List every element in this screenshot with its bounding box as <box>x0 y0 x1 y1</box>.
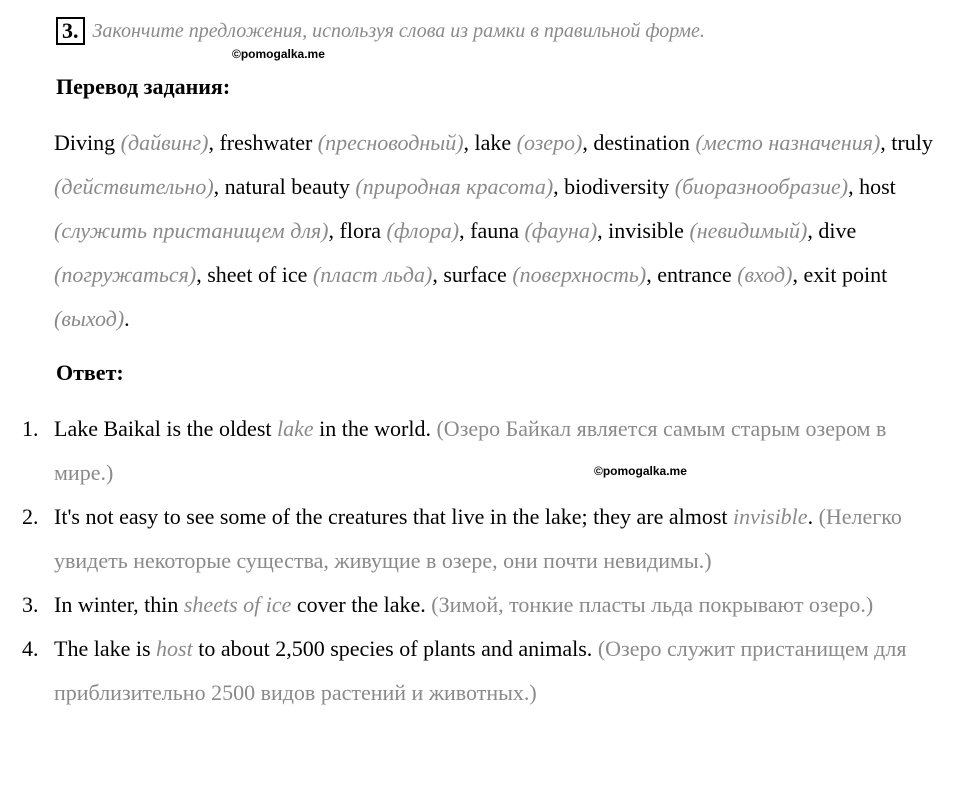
vocab-item <box>593 130 891 155</box>
vocab-ru: (погружаться) <box>54 262 197 287</box>
task-header <box>56 17 705 45</box>
vocab-ru: (действительно) <box>54 174 214 199</box>
answer-keyword: invisible <box>733 504 808 529</box>
answer-number: 1. <box>22 416 39 441</box>
answer-text-before: In winter, thin <box>54 592 184 617</box>
vocab-item <box>475 130 594 155</box>
vocab-en: host <box>859 174 896 199</box>
vocab-sep: , <box>848 174 860 199</box>
answer-keyword: sheets of ice <box>183 592 292 617</box>
vocab-item <box>340 218 471 243</box>
vocab-ru: (озеро) <box>516 130 583 155</box>
answer-item <box>0 407 940 495</box>
answer-list <box>0 407 940 715</box>
watermark: ©pomogalka.me <box>594 464 687 478</box>
vocab-ru: (поверхность) <box>512 262 647 287</box>
vocab-sep: , <box>807 218 819 243</box>
vocab-item <box>564 174 859 199</box>
vocab-en: dive <box>818 218 857 243</box>
task-instruction: Закончите предложения, используя слова из рамки в правильной форме. <box>92 19 705 42</box>
vocab-ru: (вход) <box>737 262 793 287</box>
vocab-item <box>54 130 219 155</box>
answer-text-before: Lake Baikal is the oldest <box>54 416 277 441</box>
vocab-item <box>608 218 818 243</box>
vocab-item <box>470 218 608 243</box>
task-number: 3. <box>56 17 85 45</box>
vocab-ru: (пресноводный) <box>317 130 464 155</box>
vocab-sep: , <box>459 218 471 243</box>
answer-item <box>0 583 940 627</box>
vocab-sep: . <box>124 306 130 331</box>
vocab-ru: (флора) <box>386 218 460 243</box>
vocab-ru: (место назначения) <box>695 130 881 155</box>
answer-number: 3. <box>22 592 39 617</box>
vocab-sep: , <box>432 262 444 287</box>
vocab-en: surface <box>443 262 507 287</box>
vocab-sep: , <box>597 218 609 243</box>
vocab-sep: , <box>880 130 892 155</box>
vocab-en: flora <box>339 218 382 243</box>
vocab-item <box>207 262 443 287</box>
answer-text-before: The lake is <box>54 636 157 661</box>
vocab-sep: , <box>646 262 658 287</box>
answer-translation: (Зимой, тонкие пласты льда покрывают озеро.) <box>431 592 874 617</box>
vocab-item <box>219 130 474 155</box>
answer-text-after: . <box>807 504 819 529</box>
vocab-ru: (невидимый) <box>689 218 808 243</box>
answer-keyword: host <box>156 636 193 661</box>
answer-translation: (Нелегко увидеть некоторые существа, живущие в озере, они почти невидимы.) <box>54 504 902 573</box>
vocab-sep: , <box>553 174 565 199</box>
answer-text-after: to about 2,500 species of plants and animals. <box>192 636 598 661</box>
answer-item <box>0 495 940 583</box>
vocab-item <box>225 174 565 199</box>
vocab-sep: , <box>582 130 594 155</box>
vocab-sep: , <box>196 262 208 287</box>
vocab-ru: (биоразнообразие) <box>674 174 849 199</box>
vocab-ru: (выход) <box>54 306 125 331</box>
vocab-sep: , <box>208 130 220 155</box>
watermark: ©pomogalka.me <box>232 47 325 61</box>
answer-number: 4. <box>22 636 39 661</box>
vocab-en: natural beauty <box>224 174 350 199</box>
vocab-en: destination <box>593 130 690 155</box>
vocab-en: Diving <box>54 130 116 155</box>
answer-text-after: cover the lake. <box>291 592 432 617</box>
answer-title: Ответ: <box>56 360 124 385</box>
vocab-sep: , <box>792 262 804 287</box>
answer-number: 2. <box>22 504 39 529</box>
vocab-ru: (фауна) <box>524 218 598 243</box>
vocab-ru: (дайвинг) <box>120 130 209 155</box>
answer-text-before: It's not easy to see some of the creatures that live in the lake; they are almost <box>54 504 734 529</box>
vocab-item <box>657 262 803 287</box>
vocab-en: lake <box>474 130 512 155</box>
answer-keyword: lake <box>277 416 314 441</box>
vocabulary-list <box>54 121 934 341</box>
vocab-en: sheet of ice <box>207 262 308 287</box>
vocab-en: truly <box>891 130 933 155</box>
vocab-sep: , <box>213 174 225 199</box>
vocab-en: entrance <box>657 262 732 287</box>
answer-translation: (Озеро служит пристанищем для приблизительно 2500 видов растений и животных.) <box>54 636 907 705</box>
vocab-en: fauna <box>470 218 519 243</box>
vocab-en: exit point <box>803 262 888 287</box>
answer-text-after: in the world. <box>313 416 437 441</box>
vocab-ru: (природная красота) <box>355 174 554 199</box>
vocab-ru: (пласт льда) <box>312 262 433 287</box>
vocab-item <box>443 262 657 287</box>
vocab-en: biodiversity <box>564 174 670 199</box>
translation-title: Перевод задания: <box>56 74 231 99</box>
vocab-sep: , <box>463 130 475 155</box>
vocab-en: freshwater <box>219 130 313 155</box>
vocab-sep: , <box>328 218 340 243</box>
vocab-ru: (служить пристанищем для) <box>54 218 329 243</box>
vocab-en: invisible <box>608 218 684 243</box>
answer-translation: (Озеро Байкал является самым старым озером в мире.) <box>54 416 887 485</box>
answer-item <box>0 627 940 715</box>
